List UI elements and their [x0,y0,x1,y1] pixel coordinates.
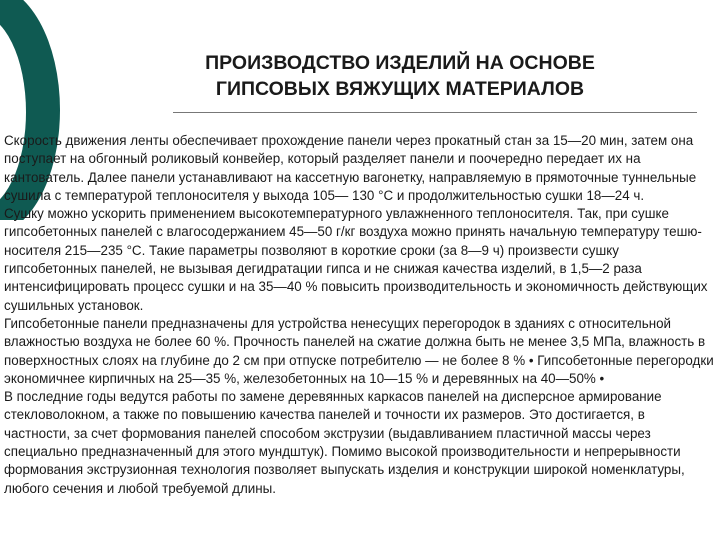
body-text [4,132,714,498]
paragraph-3: Гипсобетонные панели предназначены для устройства ненесущих перегородок в зданиях с относительной влажностью воздуха не более 60 %. Прочность панелей на сжатие должна быть не менее 3,5 МПа, влажность в поверхностных слоях на глубине до 2 см при отпуске потребителю — не более 8 % • Гипсобетонные перегородки экономичнее кирпичных на 25—35 %, железобетонных на 10—15 % и деревянных на 40—50% • [4,315,714,386]
page-title [140,50,660,102]
title-divider [173,112,697,113]
paragraph-1: Скорость движения ленты обеспечивает прохождение панели через прокатный стан за 15—20 мин, затем она поступает на обгонный роликовый конвейер, который разделяет панели и поочередно передает их на кантователь. Далее панели устанавливают на кассетную вагонетку, направляемую в прямоточные туннельные сушила с температурой теплоносителя у выхода 105— 130 °С и продолжительностью сушки 18—24 ч. [4,133,697,203]
paragraph-4: В последние годы ведутся работы по замене деревянных каркасов панелей на дисперсное армирование стекловолокном, а также по повышению качества панелей и точности их размеров. Это достигается, в частности, за счет формования панелей способом экструзии (выдавливанием пластичной массы через специально предназначенный для этого мундштук). Помимо высокой производительности и непрерывности формования экструзионная технология позволяет выпускать изделия и конструкции широкой номенклатуры, любого сечения и любой требуемой длины. [4,389,685,496]
paragraph-2: Сушку можно ускорить применением высокотемпературного увлажненного теплоносителя. Так, при сушке гипсобетонных панелей с влагосодержанием 45—50 г/кг воздуха можно принять начальную температуру тешю-носителя 215—235 °С. Такие параметры позволяют в короткие сроки (за 8—9 ч) произвести сушку гипсобетонных панелей, не вызывая дегидратации гипса и не снижая качества изделий, в 1,5—2 раза интенсифицировать процесс сушки и на 35—40 % повысить производительность и экономичность действующих сушильных установок. [4,206,708,313]
title-line-2: ГИПСОВЫХ ВЯЖУЩИХ МАТЕРИАЛОВ [215,78,585,100]
title-line-1: ПРОИЗВОДСТВО ИЗДЕЛИЙ НА ОСНОВЕ [205,52,595,74]
